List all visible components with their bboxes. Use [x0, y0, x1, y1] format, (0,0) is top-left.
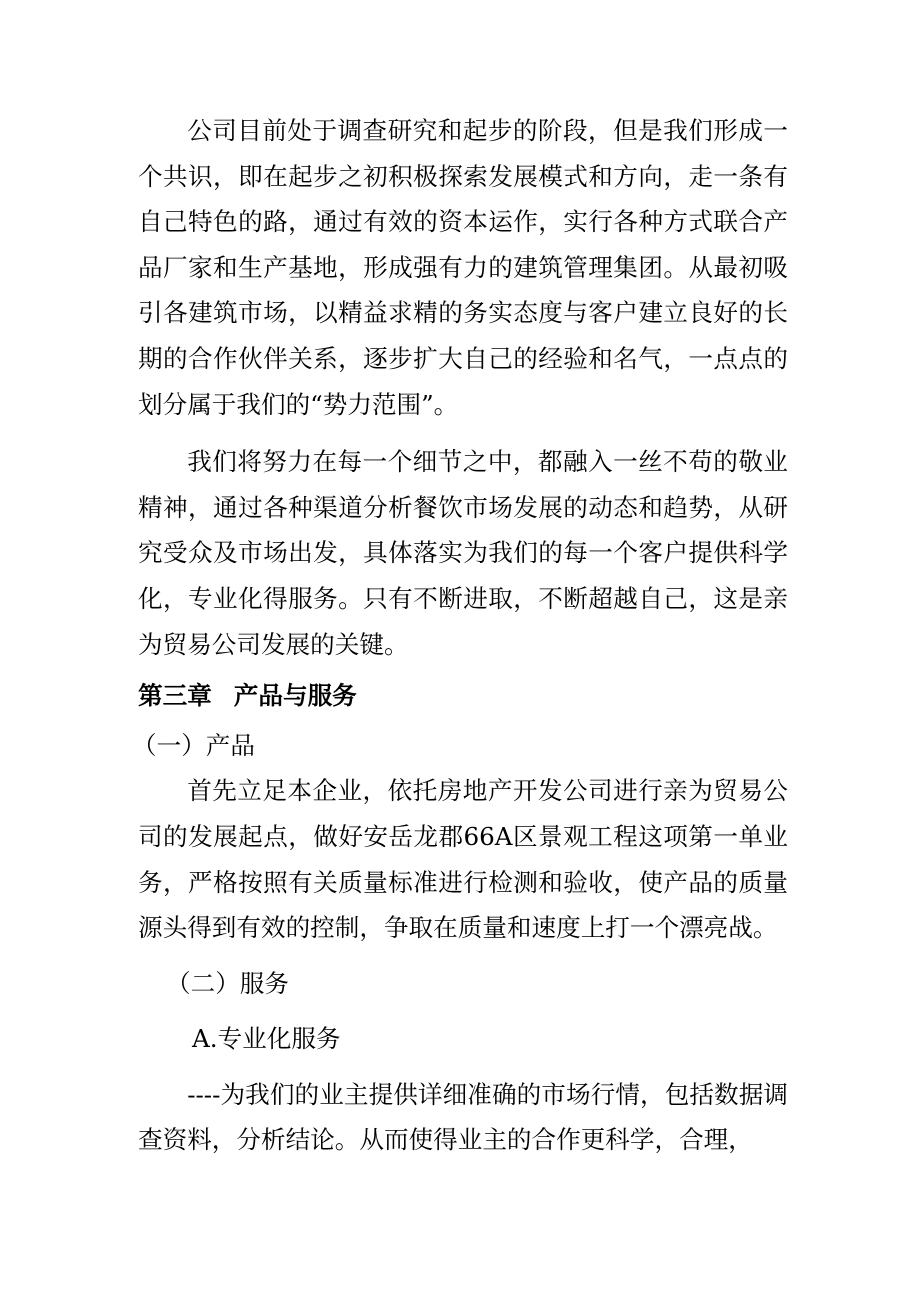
subsection-heading-professional-service: A.专业化服务 — [192, 1024, 341, 1054]
chapter-heading — [138, 673, 788, 719]
document-body — [132, 108, 788, 1163]
paragraph-company-stage: 公司目前处于调查研究和起步的阶段，但是我们形成一个共识，即在起步之初积极探索发展模式和方向，走一条有自己特色的路，通过有效的资本运作，实行各种方式联合产品厂家和生产基地，形成强有力的建筑管理集团。从最初吸引各建筑市场，以精益求精的务实态度与客户建立良好的长期的合作伙伴关系，逐步扩大自己的经验和名气，一点点的划分属于我们的“势力范围”。 — [138, 116, 788, 419]
section-heading-products: （一）产品 — [132, 730, 255, 760]
chapter-title: 产品与服务 — [233, 681, 357, 711]
chapter-number: 第三章 — [138, 681, 212, 711]
paragraph-dedication: 我们将努力在每一个细节之中，都融入一丝不苟的敬业精神，通过各种渠道分析餐饮市场发展的动态和趋势，从研究受众及市场出发，具体落实为我们的每一个客户提供科学化，专业化得服务。只有不断进取，不断超越自己，这是亲为贸易公司发展的关键。 — [138, 447, 788, 659]
paragraph-professional-service: ----为我们的业主提供详细准确的市场行情，包括数据调查资料，分析结论。从而使得业主的合作更科学，合理， — [138, 1079, 788, 1155]
paragraph-products: 首先立足本企业，依托房地产开发公司进行亲为贸易公司的发展起点，做好安岳龙郡66A区景观工程这项第一单业务，严格按照有关质量标准进行检测和验收，使产品的质量源头得到有效的控制，争取在质量和速度上打一个漂亮战。 — [138, 776, 788, 943]
section-heading-services: （二）服务 — [166, 968, 289, 998]
